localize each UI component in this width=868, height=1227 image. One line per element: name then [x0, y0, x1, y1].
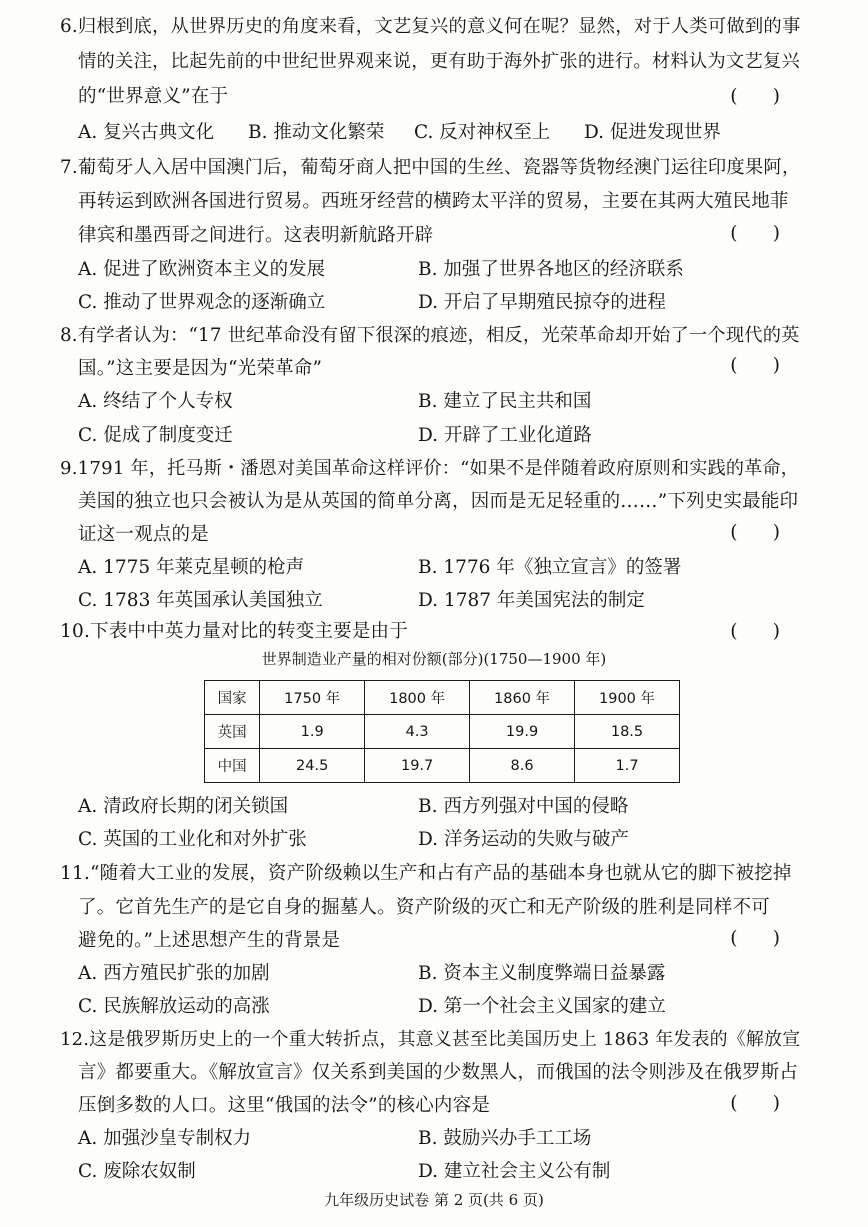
option-c: C. 1783 年英国承认美国独立 — [78, 590, 323, 611]
question-9-line-1: 9.1791 年，托马斯・潘恩对美国革命这样评价：“如果不是伴随着政府原则和实践的革命， — [60, 458, 800, 479]
table-caption: 世界制造业产量的相对份额(部分)(1750—1900 年) — [261, 650, 607, 668]
option-b: B. 西方列强对中国的侵略 — [418, 796, 629, 817]
option-b: B. 1776 年《独立宣言》的签署 — [418, 557, 682, 578]
option-a: A. 促进了欧洲资本主义的发展 — [78, 259, 326, 280]
table-header-cell: 1800 年 — [365, 681, 470, 715]
answer-blank: ( ) — [730, 522, 780, 543]
answer-blank: ( ) — [730, 1093, 780, 1114]
option-b: B. 建立了民主共和国 — [418, 391, 592, 412]
table-cell: 8.6 — [470, 749, 575, 783]
question-7-line-2: 再转运到欧洲各国进行贸易。西班牙经营的横跨太平洋的贸易，主要在其两大殖民地菲 — [78, 191, 789, 212]
question-6-line-2: 情的关注，比起先前的中世纪世界观来说，更有助于海外扩张的进行。材料认为文艺复兴 — [78, 51, 800, 72]
table-cell: 4.3 — [365, 715, 470, 749]
table-cell: 1.9 — [260, 715, 365, 749]
option-d: D. 促进发现世界 — [584, 122, 721, 143]
table-cell: 18.5 — [575, 715, 680, 749]
table-header-row — [205, 681, 680, 715]
table-header-cell: 国家 — [205, 681, 260, 715]
option-b: B. 资本主义制度弊端日益暴露 — [418, 963, 666, 984]
data-table — [204, 680, 680, 783]
question-10-line-1: 10.下表中中英力量对比的转变主要是由于 — [60, 621, 408, 642]
table-cell: 1.7 — [575, 749, 680, 783]
option-a: A. 终结了个人专权 — [78, 391, 233, 412]
option-c: C. 促成了制度变迁 — [78, 425, 233, 446]
option-c: C. 反对神权至上 — [414, 122, 551, 143]
table-header-cell: 1900 年 — [575, 681, 680, 715]
question-11-line-2: 了。它首先生产的是它自身的掘墓人。资产阶级的灭亡和无产阶级的胜利是同样不可 — [78, 897, 770, 918]
option-d: D. 1787 年美国宪法的制定 — [418, 590, 645, 611]
option-b: B. 推动文化繁荣 — [248, 122, 385, 143]
option-b: B. 鼓励兴办手工工场 — [418, 1128, 592, 1149]
option-a: A. 1775 年莱克星顿的枪声 — [78, 557, 305, 578]
question-6-line-3: 的“世界意义”在于 — [78, 86, 229, 107]
question-6-line-1: 6.归根到底，从世界历史的角度来看，文艺复兴的意义何在呢？显然，对于人类可做到的事 — [60, 16, 801, 37]
option-d: D. 开辟了工业化道路 — [418, 425, 592, 446]
question-11-line-3: 避免的。”上述思想产生的背景是 — [78, 930, 341, 951]
option-c: C. 废除农奴制 — [78, 1161, 196, 1182]
question-11-line-1: 11.“随着大工业的发展，资产阶级赖以生产和占有产品的基础本身也就从它的脚下被挖掉 — [60, 863, 792, 884]
answer-blank: ( ) — [730, 355, 780, 376]
answer-blank: ( ) — [730, 621, 780, 642]
option-a: A. 复兴古典文化 — [78, 122, 215, 143]
option-a: A. 加强沙皇专制权力 — [78, 1128, 252, 1149]
question-8-line-2: 国。”这主要是因为“光荣革命” — [78, 358, 323, 379]
table-header-cell: 1750 年 — [260, 681, 365, 715]
option-c: C. 英国的工业化和对外扩张 — [78, 829, 307, 850]
table-row — [205, 749, 680, 783]
answer-blank: ( ) — [730, 928, 780, 949]
question-12-line-1: 12.这是俄罗斯历史上的一个重大转折点，其意义甚至比美国历史上 1863 年发表的《解放宣 — [60, 1029, 801, 1050]
option-d: D. 洋务运动的失败与破产 — [418, 829, 629, 850]
table-cell: 中国 — [205, 749, 260, 783]
option-d: D. 开启了早期殖民掠夺的进程 — [418, 292, 666, 313]
option-a: A. 西方殖民扩张的加剧 — [78, 963, 270, 984]
table-cell: 24.5 — [260, 749, 365, 783]
question-12-line-3: 压倒多数的人口。这里“俄国的法令”的核心内容是 — [78, 1095, 491, 1116]
table-row — [205, 715, 680, 749]
question-9-line-2: 美国的独立也只会被认为是从英国的简单分离，因而是无足轻重的……”下列史实最能印 — [78, 491, 799, 512]
option-c: C. 推动了世界观念的逐渐确立 — [78, 292, 326, 313]
option-b: B. 加强了世界各地区的经济联系 — [418, 259, 684, 280]
page-footer: 九年级历史试卷 第 2 页(共 6 页) — [324, 1191, 544, 1209]
question-9-line-3: 证这一观点的是 — [78, 524, 209, 545]
option-a: A. 清政府长期的闭关锁国 — [78, 796, 289, 817]
table-cell: 19.7 — [365, 749, 470, 783]
question-7-line-1: 7.葡萄牙人入居中国澳门后，葡萄牙商人把中国的生丝、瓷器等货物经澳门运往印度果阿， — [60, 157, 801, 178]
table-cell: 英国 — [205, 715, 260, 749]
table-cell: 19.9 — [470, 715, 575, 749]
table-header-cell: 1860 年 — [470, 681, 575, 715]
question-8-line-1: 8.有学者认为：“17 世纪革命没有留下很深的痕迹，相反，光荣革命却开始了一个现代的英 — [60, 325, 800, 346]
option-c: C. 民族解放运动的高涨 — [78, 996, 270, 1017]
question-7-line-3: 律宾和墨西哥之间进行。这表明新航路开辟 — [78, 225, 434, 246]
answer-blank: ( ) — [730, 223, 780, 244]
option-d: D. 第一个社会主义国家的建立 — [418, 996, 666, 1017]
answer-blank: ( ) — [730, 86, 780, 107]
option-d: D. 建立社会主义公有制 — [418, 1161, 611, 1182]
question-12-line-2: 言》都要重大。《解放宣言》仅关系到美国的少数黑人，而俄国的法令则涉及在俄罗斯占 — [78, 1062, 799, 1083]
